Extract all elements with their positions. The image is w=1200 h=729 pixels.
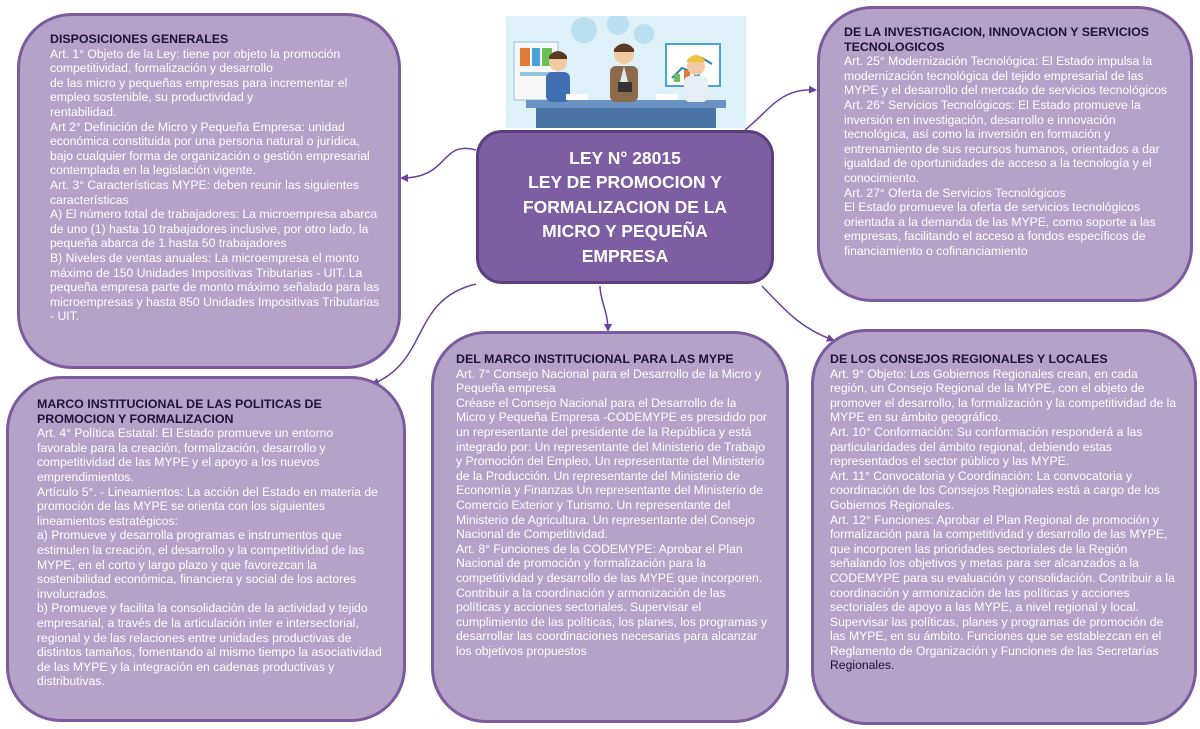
box-paragraph: b) Promueve y facilita la consolidación de la actividad y tejido empresarial, a través de la articulación inter e intersectorial, regional y de las relaciones entre unidades productivas de distintos tamaños, fomentando al mismo tiempo la asociatividad de las MYPE y la integración en cadenas productivas y distributivas. (37, 601, 382, 689)
box-paragraph: Art. 8° Funciones de la CODEMYPE: Aprobar el Plan Nacional de promoción y formalización para la competitividad y desarrollo de las MYPE que incorporen. Contribuir a la coordinación y armonización de las políticas y acciones sectoriales. Supervisar el cumplimiento de las políticas, los planes, los programas y desarrollar las coordinaciones necesarias para alcanzar los objetivos propuestos (456, 541, 767, 658)
box-paragraph: Art. 9° Objeto: Los Gobiernos Regionales crean, en cada región, un Consejo Regional de la MYPE, con el objeto de promover el desarrollo, la formalización y la competitividad de la MYPE en su ámbito geográfico. (830, 366, 1177, 425)
box-paragraph: rentabilidad. (50, 104, 117, 119)
connector-to-disposiciones (402, 148, 476, 178)
box-title: DISPOSICIONES GENERALES (50, 32, 229, 46)
box-paragraph: Art. 26° Servicios Tecnológicos: El Estado promueve la inversión en investigación, desarrollo e innovación tecnológica, así como la inversión en formación y entrenamiento de sus recursos humanos, orientados a dar igualdad de oportunidades de acceso a la tecnología y el conocimiento. (844, 97, 1160, 185)
box-paragraph: Art. 4° Política Estatal: El Estado promueve un entorno favorable para la creación, formalización, desarrollo y competitividad de las MYPE y el apoyo a los nuevos emprendimientos. (37, 426, 334, 484)
box-paragraph: Créase el Consejo Nacional para el Desarrollo de la Micro y Pequeña Empresa -CODEMYPE es presidido por un representante del presidente de la República y está integrado por: Un representante del Ministerio de Trabajo y Promoción del Empleo, Un representante del Ministerio de la Producción. Un representante del Ministerio de Economía y Finanzas Un representante del Ministerio de Comercio Exterior y Turismo. Un representante del Ministerio de Agricultura. Un representante del Consejo Nacional de Competitividad. (456, 395, 767, 542)
central-title-line: LEY N° 28015 (569, 147, 681, 168)
box-title: DE LA INVESTIGACION, INNOVACION Y SERVICIOS TECNOLOGICOS (844, 25, 1149, 54)
disposiciones-generales-box (17, 13, 401, 369)
box-paragraph: a) Promueve y desarrolla programas e instrumentos que estimulen la creación, el desarrollo y la competitividad de las MYPE, en el corto y largo plazo y que favorezcan la sostenibilidad económica, financiera y social de los actores involucrados. (37, 528, 365, 601)
central-title-line: EMPRESA (581, 245, 669, 266)
marco-institucional-mype-box (431, 331, 789, 723)
central-title-box (476, 130, 774, 284)
connector-to-consejos (762, 286, 833, 340)
box-paragraph-last (830, 513, 1178, 674)
business-meeting-illustration (506, 16, 746, 128)
connector-to-investigacion (745, 90, 815, 130)
box-paragraph: Art. 3° Características MYPE: deben reunir las siguientes características (50, 177, 360, 207)
box-paragraph: B) Niveles de ventas anuales: La microempresa el monto máximo de 150 Unidades Impositivas Tributarias - UIT. La pequeña empresa parte de monto máximo señalado para las microempresas y hasta 850 Unidades Impositivas Tributarias - UIT. (50, 250, 380, 324)
box-paragraph-tail: Regionales. (830, 658, 895, 673)
central-title-line: LEY DE PROMOCION Y (528, 172, 722, 193)
box-paragraph: Artículo 5°. - Lineamientos: La acción del Estado en materia de promoción de las MYPE se orienta con los siguientes lineamientos estratégicos: (37, 484, 378, 528)
central-title-line: FORMALIZACION DE LA (522, 196, 728, 217)
consejos-regionales-box (811, 329, 1197, 725)
box-title: DE LOS CONSEJOS REGIONALES Y LOCALES (830, 352, 1108, 366)
investigacion-innovacion-box (817, 6, 1193, 302)
box-paragraph: A) El número total de trabajadores: La microempresa abarca de uno (1) hasta 10 trabajadores inclusive, por otro lado, la pequeña abarca de 1 hasta 50 trabajadores (50, 207, 378, 251)
box-paragraph: Art. 7° Consejo Nacional para el Desarrollo de la Micro y Pequeña empresa (456, 366, 761, 396)
box-paragraph: de las micro y pequeñas empresas para incrementar el empleo sostenible, su productividad y (50, 75, 348, 105)
marco-institucional-politicas-box (6, 376, 406, 722)
box-paragraph: Art. 10° Conformación: Su conformación responderá a las particularidades del ámbito regional, debiendo estas representados el sector público y las MYPE. (830, 424, 1143, 469)
box-paragraph: Art. 27° Oferta de Servicios Tecnológicos (844, 185, 1066, 200)
central-title-line: MICRO Y PEQUEÑA (542, 221, 708, 242)
box-title: DEL MARCO INSTITUCIONAL PARA LAS MYPE (456, 352, 734, 366)
box-title: MARCO INSTITUCIONAL DE LAS POLITICAS DE PROMOCION Y FORMALIZACION (37, 397, 322, 426)
box-paragraph-text: Art. 12° Funciones: Aprobar el Plan Regional de promoción y formalización para la competitividad y desarrollo de las MYPE, que incorporen las prioridades sectoriales de la Región señalando los objetivos y metas para ser alcanzados a la CODEMYPE para su evaluación y consolidación. Contribuir a la coordinación y armonización de las políticas y acciones sectoriales de apoyo a las MYPE, a nivel regional y local. Supervisar las políticas, planes y programas de promoción de las MYPE, en su ámbito. Funciones que se establezcan en el Reglamento de Organización y Funciones de las Secretarías (830, 512, 1175, 658)
box-paragraph: Art. 25° Modernización Tecnológica: El Estado impulsa la modernización tecnológica del tejido empresarial de las MYPE y el desarrollo del mercado de servicios tecnológicos (844, 54, 1168, 98)
connector-to-marco-mype (600, 286, 608, 330)
box-paragraph: Art. 1° Objeto de la Ley: tiene por objeto la promoción competitividad, formalización y desarrollo (50, 46, 341, 76)
box-paragraph: Art. 11° Convocatoria y Coordinación: La convocatoria y coordinación de los Consejos Regionales está a cargo de los Gobiernos Regionales. (830, 468, 1160, 512)
box-paragraph: El Estado promueve la oferta de servicios tecnológicos orientada a la demanda de las MYPE, como soporte a las empresas, facilitando el acceso a fondos específicos de financiamiento o cofinanciamiento (844, 200, 1156, 258)
box-paragraph: Art 2° Definición de Micro y Pequeña Empresa: unidad económica constituida por una persona natural o jurídica, bajo cualquier forma de organización o gestión empresarial contemplada en la legislación vigente. (50, 119, 370, 178)
